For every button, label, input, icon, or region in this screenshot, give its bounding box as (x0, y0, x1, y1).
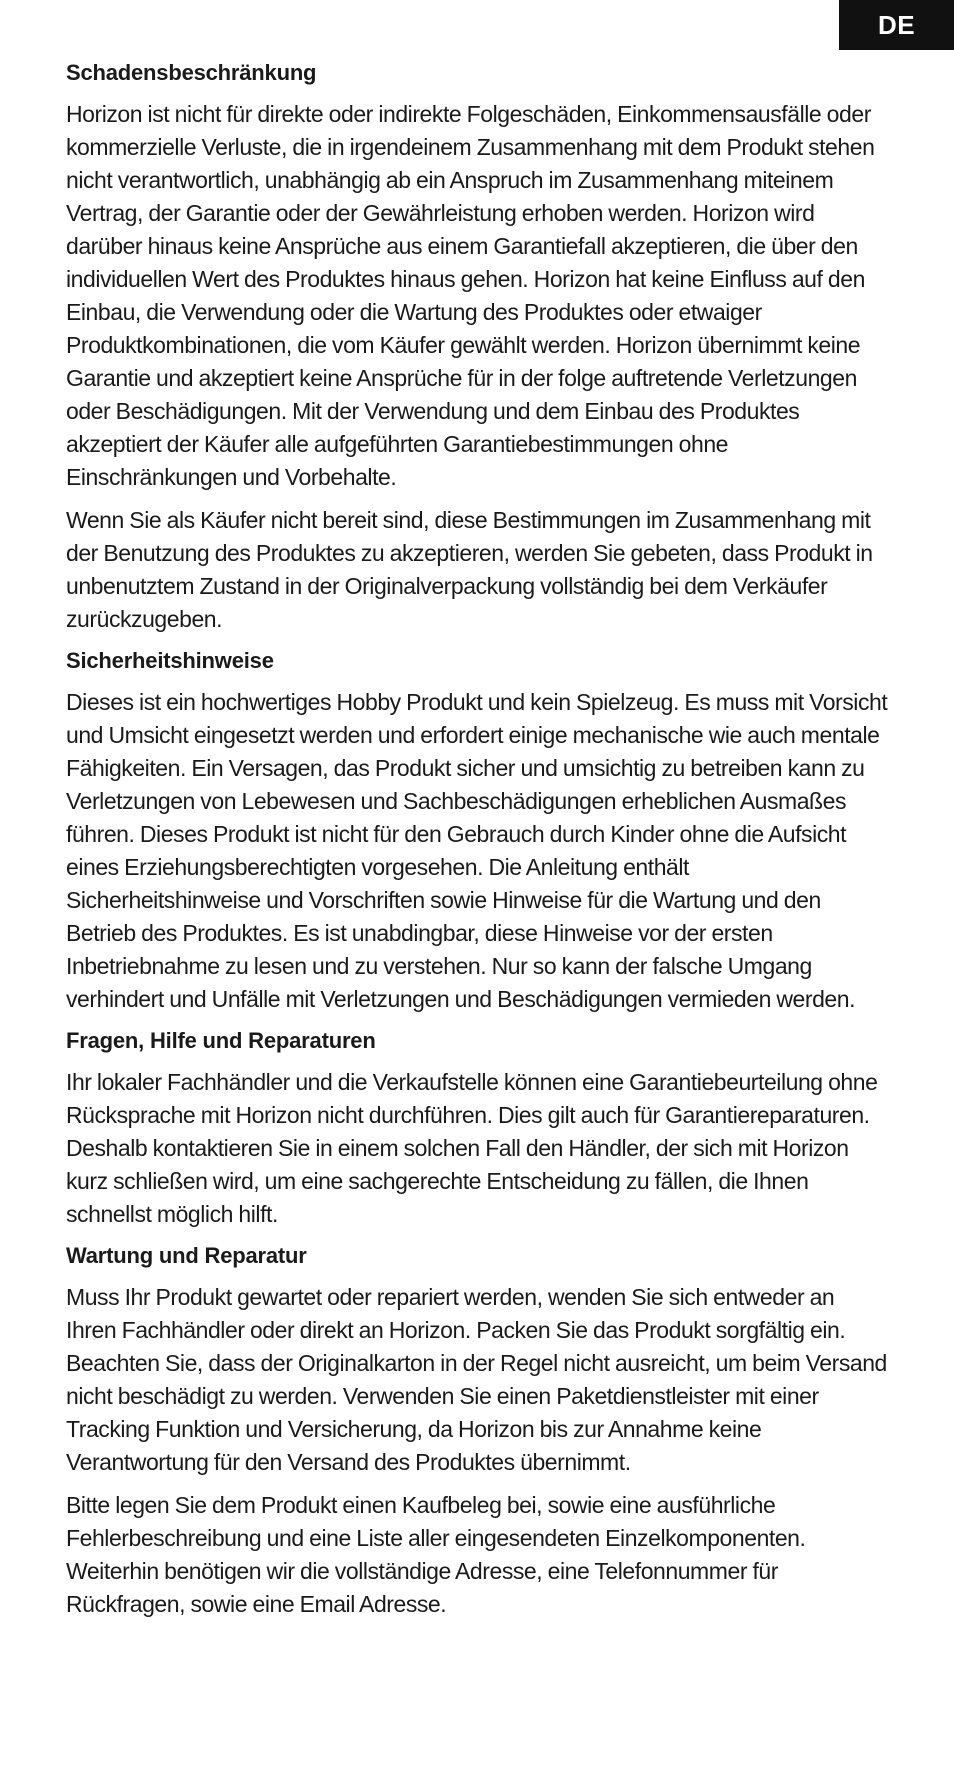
document-body (66, 58, 888, 1631)
section-wartung-reparatur (66, 1241, 888, 1621)
paragraph: Wenn Sie als Käufer nicht bereit sind, diese Bestimmungen im Zusammenhang mit der Benutzung des Produktes zu akzeptieren, werden Sie gebeten, dass Produkt in unbenutztem Zustand in der Originalverpackung vollständig bei dem Verkäufer zurückzugeben. (66, 507, 873, 632)
language-tab: DE (839, 0, 954, 50)
section-heading: Wartung und Reparatur (66, 1243, 307, 1268)
section-heading: Schadensbeschränkung (66, 60, 317, 85)
section-heading: Fragen, Hilfe und Reparaturen (66, 1028, 376, 1053)
paragraph: Ihr lokaler Fachhändler und die Verkaufstelle können eine Garantiebeurteilung ohne Rücksprache mit Horizon nicht durchführen. Dies gilt auch für Garantiereparaturen. Deshalb kontaktieren Sie in einem solchen Fall den Händler, der sich mit Horizon kurz schließen wird, um eine sachgerechte Entscheidung zu fällen, die Ihnen schnellst möglich hilft. (66, 1069, 878, 1227)
paragraph: Horizon ist nicht für direkte oder indirekte Folgeschäden, Einkommensausfälle oder kommerzielle Verluste, die in irgendeinem Zusammenhang mit dem Produkt stehen nicht verantwortlich, unabhängig ab ein Anspruch im Zusammenhang miteinem Vertrag, der Garantie oder der Gewährleistung erhoben werden. Horizon wird darüber hinaus keine Ansprüche aus einem Garantiefall akzeptieren, die über den individuellen Wert des Produktes hinaus gehen. Horizon hat keine Einfluss auf den Einbau, die Verwendung oder die Wartung des Produktes oder etwaiger Produktkombinationen, die vom Käufer gewählt werden. Horizon übernimmt keine Garantie und akzeptiert keine Ansprüche für in der folge auftretende Verletzungen oder Beschädigungen. Mit der Verwendung und dem Einbau des Produktes akzeptiert der Käufer alle aufgeführten Garantiebestimmungen ohne Einschränkungen und Vorbehalte. (66, 101, 875, 490)
section-sicherheitshinweise (66, 646, 888, 1016)
paragraph: Bitte legen Sie dem Produkt einen Kaufbeleg bei, sowie eine ausführliche Fehlerbeschreibung und eine Liste aller eingesendeten Einzelkomponenten. Weiterhin benötigen wir die vollständige Adresse, eine Telefonnummer für Rückfragen, sowie eine Email Adresse. (66, 1492, 806, 1617)
paragraph: Dieses ist ein hochwertiges Hobby Produkt und kein Spielzeug. Es muss mit Vorsicht und Umsicht eingesetzt werden und erfordert einige mechanische wie auch mentale Fähigkeiten. Ein Versagen, das Produkt sicher und umsichtig zu betreiben kann zu Verletzungen von Lebewesen und Sachbeschädigungen erheblichen Ausmaßes führen. Dieses Produkt ist nicht für den Gebrauch durch Kinder ohne die Aufsicht eines Erziehungsberechtigten vorgesehen. Die Anleitung enthält Sicherheitshinweise und Vorschriften sowie Hinweise für die Wartung und den Betrieb des Produktes. Es ist unabdingbar, diese Hinweise vor der ersten Inbetriebnahme zu lesen und zu verstehen. Nur so kann der falsche Umgang verhindert und Unfälle mit Verletzungen und Beschädigungen vermieden werden. (66, 689, 888, 1012)
section-schadensbeschraenkung (66, 58, 888, 636)
section-heading: Sicherheitshinweise (66, 648, 274, 673)
section-fragen-hilfe-reparaturen (66, 1026, 888, 1231)
paragraph: Muss Ihr Produkt gewartet oder repariert werden, wenden Sie sich entweder an Ihren Fachhändler oder direkt an Horizon. Packen Sie das Produkt sorgfältig ein. Beachten Sie, dass der Originalkarton in der Regel nicht ausreicht, um beim Versand nicht beschädigt zu werden. Verwenden Sie einen Paketdienstleister mit einer Tracking Funktion und Versicherung, da Horizon bis zur Annahme keine Verantwortung für den Versand des Produktes übernimmt. (66, 1284, 887, 1475)
